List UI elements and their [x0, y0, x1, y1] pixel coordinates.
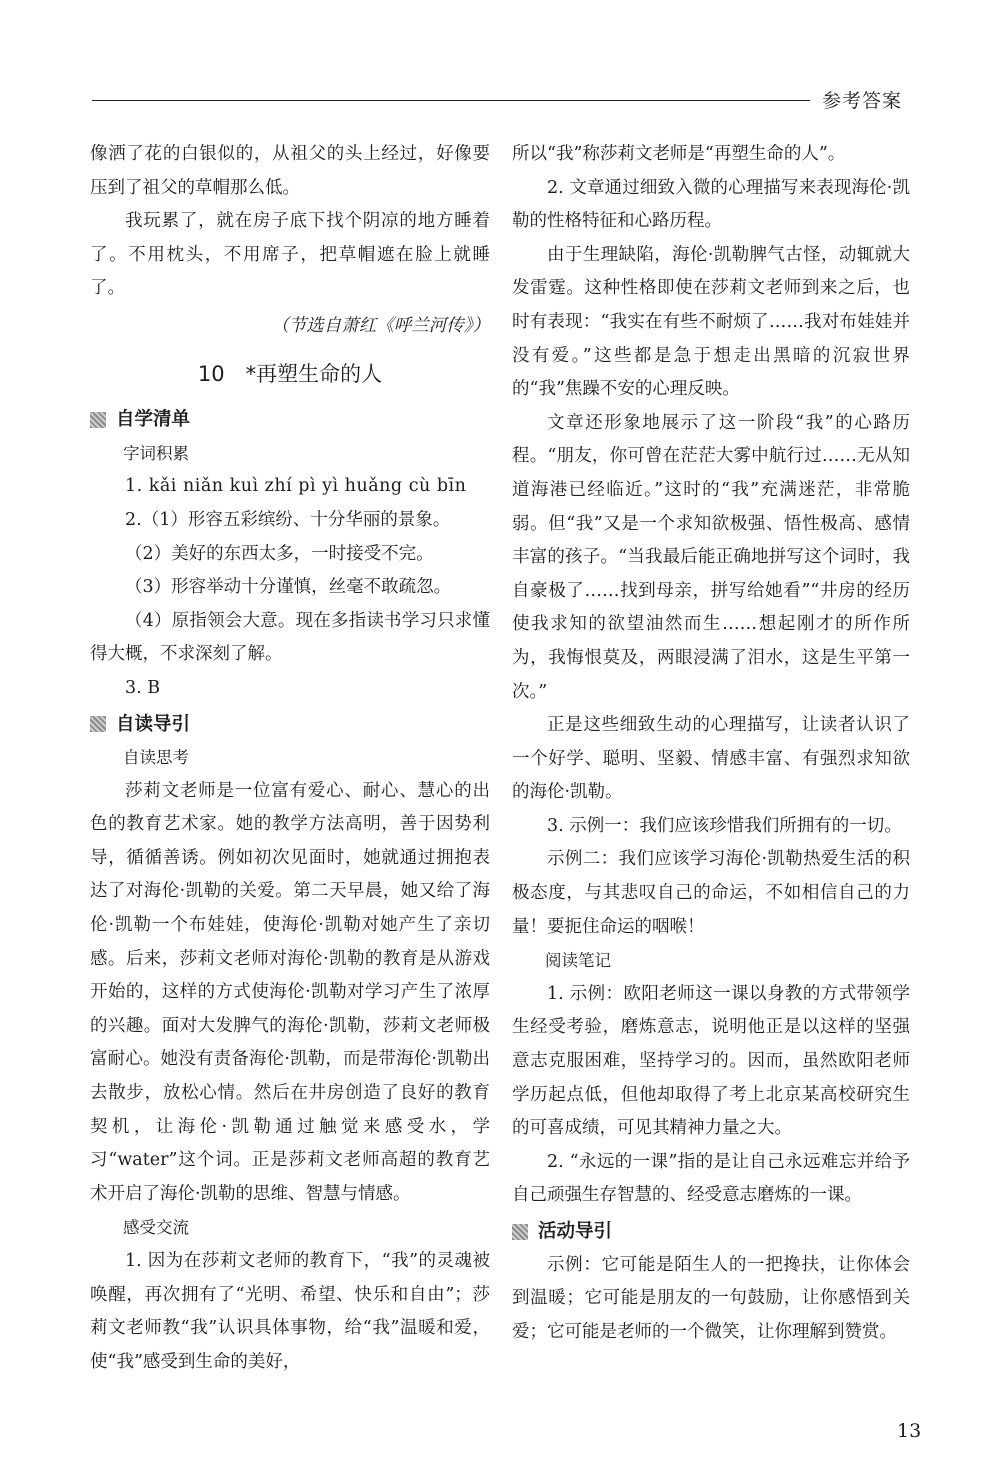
- subheading-sharing: 感受交流: [123, 1218, 189, 1238]
- section-label: 活动导引: [538, 1221, 613, 1242]
- paragraph: 所以“我”称莎莉文老师是“再塑生命的人”。: [512, 144, 846, 164]
- header-rule: [92, 100, 810, 101]
- activity-paragraph: 示例：它可能是陌生人的一把搀扶，让你体会到温暖；它可能是朋友的一句鼓励，让你感悟到关爱；它可能是老师的一个微笑，让你理解到赞赏。: [512, 1254, 910, 1342]
- paragraph: 由于生理缺陷，海伦·凯勒脾气古怪，动辄就大发雷霆。这种性格即使在莎莉文老师到来之后，也时有表现：“我实在有些不耐烦了……我对布娃娃并没有爱。”这些都是急于想走出黑暗的沉寂世界的“我”焦躁不安的心理反映。: [512, 244, 910, 400]
- answer-item: 3. B: [125, 677, 161, 698]
- paragraph: 文章还形象地展示了这一阶段“我”的心路历程。“朋友，你可曾在茫茫大雾中航行过……无从知道海港已经临近。”这时的“我”充满迷茫，非常脆弱。但“我”又是一个求知欲极强、悟性极高、感情丰富的孩子。“当我最后能正确地拼写这个词时，我自豪极了……找到母亲，拼写给她看”“井房的经历使我求知的欲望油然而生……想起刚才的所作所为，我悔恨莫及，两眼浸满了泪水，这是生平第一次。”: [512, 412, 910, 702]
- paragraph: 正是这些细致生动的心理描写，让读者认识了一个好学、聪明、坚毅、情感丰富、有强烈求知欲的海伦·凯勒。: [512, 715, 910, 803]
- section-marker-icon: [90, 412, 106, 428]
- section-label: 自读导引: [116, 713, 191, 735]
- section-self-study-list: [90, 403, 490, 437]
- reading-thoughts-paragraph: 莎莉文老师是一位富有爱心、耐心、慧心的出色的教育艺术家。她的教学方法高明，善于因势利导，循循善诱。例如初次见面时，她就通过拥抱表达了对海伦·凯勒的关爱。第二天早晨，她又给了海伦·凯勒一个布娃娃，使海伦·凯勒对她产生了亲切感。后来，莎莉文老师对海伦·凯勒的教育是从游戏开始的，这样的方式使海伦·凯勒对学习产生了浓厚的兴趣。面对大发脾气的海伦·凯勒，莎莉文老师极富耐心。她没有责备海伦·凯勒，而是带海伦·凯勒出去散步，放松心情。然后在井房创造了良好的教育契机，让海伦·凯勒通过触觉来感受水，学习“water”这个词。正是莎莉文老师高超的教育艺术开启了海伦·凯勒的思维、智慧与情感。: [90, 780, 490, 1204]
- notes-paragraph: 2. “永远的一课”指的是让自己永远难忘并给予自己顽强生存智慧的、经受意志磨炼的一课。: [512, 1151, 910, 1206]
- notes-paragraph: 1. 示例：欧阳老师这一课以身教的方式带领学生经受考验，磨炼意志，说明他正是以这样的坚强意志克服困难，坚持学习的。因而，虽然欧阳老师学历起点低，但他却取得了考上北京某高校研究生的可喜成绩，可见其精神力量之大。: [512, 983, 910, 1139]
- intro-paragraph-1: 像洒了花的白银似的，从祖父的头上经过，好像要压到了祖父的草帽那么低。: [90, 144, 490, 198]
- header-title: 参考答案: [822, 90, 903, 112]
- page-number: 13: [897, 1420, 922, 1442]
- section-reading-guide: [90, 708, 490, 742]
- left-column: [90, 138, 490, 1379]
- paragraph: 示例二：我们应该学习海伦·凯勒热爱生活的积极态度，与其悲叹自己的命运，不如相信自己的力量！要扼住命运的咽喉！: [512, 849, 910, 937]
- right-column: [512, 138, 910, 1349]
- paragraph: 3. 示例一：我们应该珍惜我们所拥有的一切。: [547, 815, 902, 836]
- subheading-reading-notes: 阅读笔记: [545, 951, 611, 971]
- answer-item: （3）形容举动十分谨慎，丝毫不敢疏忽。: [125, 577, 452, 598]
- subheading-reading-thoughts: 自读思考: [123, 748, 189, 768]
- sharing-paragraph: 1. 因为在莎莉文老师的教育下，“我”的灵魂被唤醒，再次拥有了“光明、希望、快乐和自由”；莎莉文老师教“我”认识具体事物，给“我”温暖和爱，使“我”感受到生命的美好，: [90, 1251, 490, 1372]
- intro-paragraph-2: 我玩累了，就在房子底下找个阴凉的地方睡着了。不用枕头，不用席子，把草帽遮在脸上就睡了。: [90, 211, 490, 299]
- answer-item: （4）原指领会大意。现在多指读书学习只求懂得大概，不求深刻了解。: [90, 610, 490, 665]
- section-marker-icon: [90, 716, 106, 732]
- answer-item: （2）美好的东西太多，一时接受不完。: [125, 543, 434, 564]
- subheading-vocabulary: 字词积累: [123, 443, 189, 463]
- section-marker-icon: [512, 1224, 528, 1240]
- source-citation: （节选自萧红《呼兰河传》）: [271, 315, 490, 336]
- lesson-title: 10 *再塑生命的人: [197, 361, 383, 386]
- section-activity-guide: [512, 1215, 910, 1249]
- section-label: 自学清单: [116, 409, 191, 431]
- answer-item: 2.（1）形容五彩缤纷、十分华丽的景象。: [125, 509, 451, 530]
- answer-item: 1. kǎi niǎn kuì zhí pì yì huǎng cù bīn: [125, 476, 467, 497]
- paragraph: 2. 文章通过细致入微的心理描写来表现海伦·凯勒的性格特征和心路历程。: [512, 177, 910, 232]
